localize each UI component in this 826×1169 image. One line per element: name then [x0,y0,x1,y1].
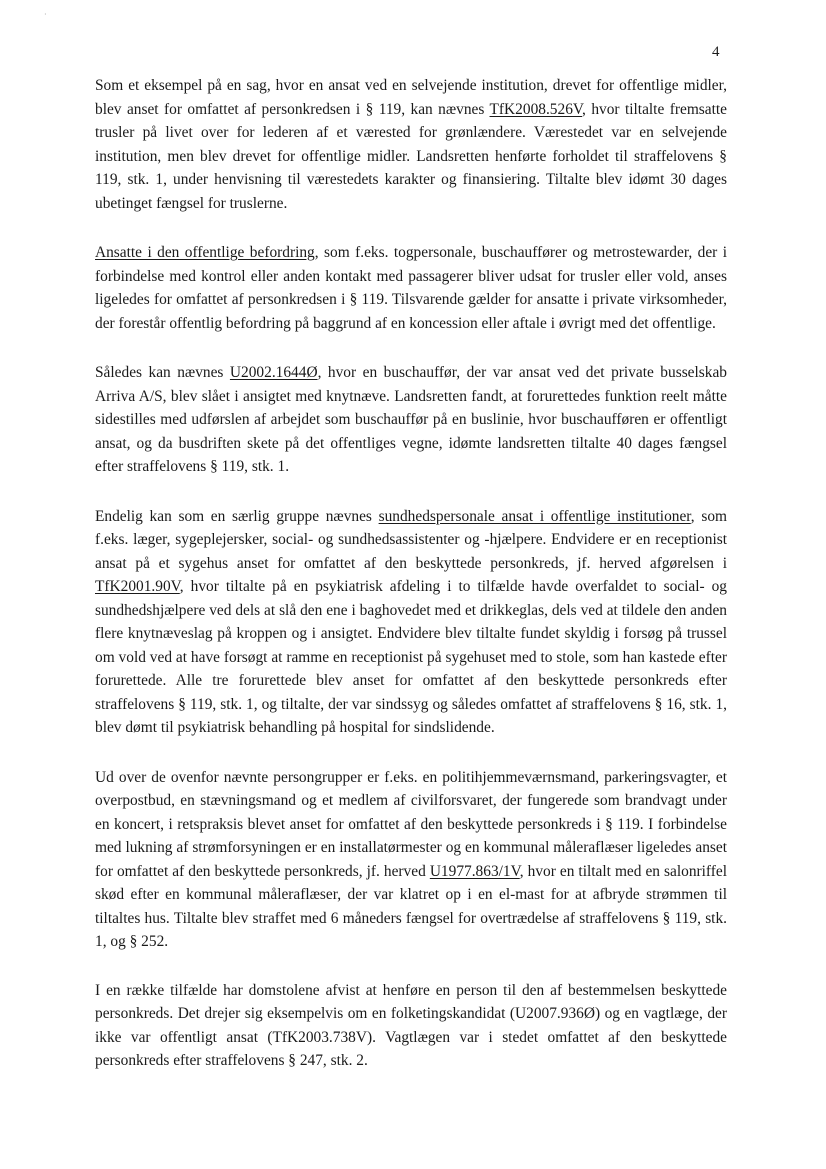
text-run: , hvor en tiltalt med en salonriffel skød efter en kommunal måleraflæser, der var klatret op i en el-mast for at afbryde strømmen til tiltaltes hus. Tiltalte blev straffet med 6 måneders fængsel for overtrædelse af straffelovens § 119, stk. 1, og § 252. [95,862,727,950]
text-run: Således kan nævnes [95,364,230,381]
paragraph [95,74,727,215]
text-run: Som et eksempel på en sag, hvor en ansat ved en selvejende institution, drevet for offentlige midler, blev anset for omfattet af personkredsen i § 119, kan nævnes [95,77,727,118]
case-reference-link[interactable]: U2002.1644Ø [229,364,318,381]
category-heading-link[interactable]: sundhedspersonale ansat i offentlige institutioner [378,507,691,525]
paragraph [95,979,727,1073]
text-run: , hvor en buschauffør, der var ansat ved det private busselskab Arriva A/S, blev slået i ansigtet med knytnæve. Landsretten fandt, at forurettedes funktion reelt måtte sidestilles med udførslen af arbejdet som buschauffør på en buslinie, hvor buschaufføren er offentligt ansat, og da busdriften skete på det offentliges vegne, idømte landsretten tiltalte 40 dages fængsel efter straffelovens § 119, stk. 1. [95,364,727,475]
case-reference-link[interactable]: U1977.863/1V [429,862,520,880]
text-run: , som f.eks. læger, sygeplejersker, social- og sundhedsassistenter og -hjælpere. Endvidere er en receptionist ansat på et sygehus anset for omfattet af den beskyttede personkreds, jf. herved afgørelsen i [95,507,727,572]
paragraph [95,766,727,954]
text-run: , hvor tiltalte fremsatte trusler på livet over for lederen af et værested for grønlændere. Værestedet var en selvejende institution, men blev drevet for offentlige midler. Landsretten henførte forholdet til straffelovens § 119, stk. 1, under henvisning til værestedets karakter og finansiering. Tiltalte blev idømt 30 dages ubetinget fængsel for truslerne. [95,100,727,212]
paragraph [95,241,727,335]
paragraph [95,505,727,740]
category-heading-link[interactable]: Ansatte i den offentlige befordring [95,244,315,261]
document-body [95,74,727,1099]
case-reference-link[interactable]: TfK2008.526V [489,100,583,118]
page-number: 4 [712,44,720,60]
text-run: , som f.eks. togpersonale, buschauffører og metrostewarder, der i forbindelse med kontrol eller anden kontakt med passagerer bliver udsat for trusler eller vold, anses ligeledes for omfattet af personkredsen i § 119. Tilsvarende gælder for ansatte i private virksomheder, der forestår offentlig befordring på baggrund af en koncession eller aftale i øvrigt med det offentlige. [95,244,727,332]
case-reference-link[interactable]: TfK2001.90V [95,578,180,595]
paragraph [95,361,727,479]
text-run: I en række tilfælde har domstolene afvist at henføre en person til den af bestemmelsen beskyttede personkreds. Det drejer sig eksempelvis om en folketingskandidat (U2007.936Ø) og en vagtlæge, der ikke var offentligt ansat (TfK2003.738V). Vagtlægen var i stedet omfattet af den beskyttede personkreds efter straffelovens § 247, stk. 2. [95,981,727,1069]
text-run: Ud over de ovenfor nævnte persongrupper er f.eks. en politihjemmeværnsmand, parkeringsvagter, et overpostbud, en stævningsmand og et medlem af civilforsvaret, der fungerede som brandvagt under en koncert, i retspraksis blevet anset for omfattet af den beskyttede personkreds i § 119. I forbindelse med lukning af strømforsyningen er en installatørmester og en kommunal måleraflæser ligeledes anset for omfattet af den beskyttede personkreds, jf. herved [95,768,727,880]
text-run: Endelig kan som en særlig gruppe nævnes [95,507,379,525]
text-run: , hvor tiltalte på en psykiatrisk afdeling i to tilfælde havde overfaldet to social- og sundhedshjælpere ved dels at slå den ene i baghovedet med et drikkeglas, dels ved at tildele den anden flere knytnæveslag på kroppen og i ansigtet. Endvidere blev tiltalte fundet skyldig i forsøg på trussel om vold ved at have forsøgt at ramme en receptionist på sygehuset med to stole, som han kastede efter forurettede. Alle tre forurettede blev anset for omfattet af den beskyttede personkreds efter straffelovens § 119, stk. 1, og tiltalte, der var sindssyg og således omfattet af straffelovens § 16, stk. 1, blev dømt til psykiatrisk behandling på hospital for sindslidende. [95,578,727,736]
scan-speck: · [44,10,47,19]
